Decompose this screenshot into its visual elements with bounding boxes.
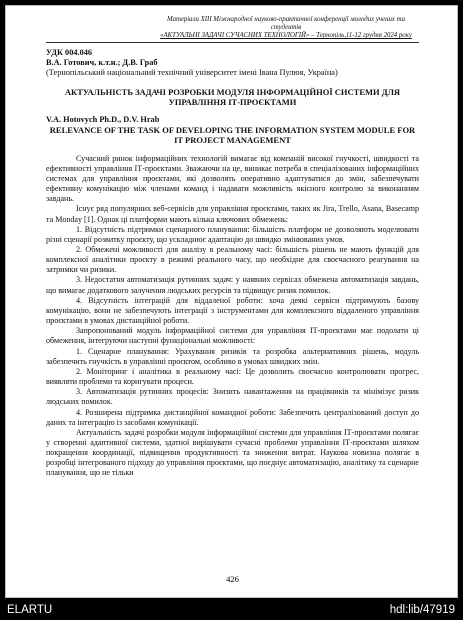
conference-header-line-2: «АКТУАЛЬНІ ЗАДАЧІ СУЧАСНИХ ТЕХНОЛОГІЙ» – Тернопіль,11-12 грудня 2024 року — [160, 32, 412, 40]
article-body — [46, 154, 419, 479]
page-number: 426 — [226, 574, 239, 584]
list-item: 3. Автоматизація рутинних процесів: Знизить навантаження на працівників та мінімізує ризик людських помилок. — [46, 387, 419, 407]
repository-label: ELARTU — [7, 604, 53, 616]
handle-label: hdl:lib/47919 — [389, 604, 455, 616]
header-divider — [46, 42, 419, 43]
list-item: 1. Сценарне планування: Урахування ризиків та розробка альтернативних рішень, модуль забезпечить гнучкість в управлінні проєктом, особливо в умовах швидких змін. — [46, 346, 419, 366]
conference-header — [156, 16, 416, 41]
authors-english: V.A. Hotovych Ph.D., D.V. Hrab — [46, 114, 160, 124]
page-content — [46, 16, 419, 479]
paragraph: Існує ряд популярних веб-сервісів для управління проєктами, таких як Jira, Trello, Asana, Basecamp та Monday [1]. Однак ці платформи мають кілька ключових обмежень: — [46, 204, 419, 224]
list-item: 3. Недостатня автоматизація рутинних задач: у наявних сервісах обмежена автоматизація завдань, що вимагає додаткового залучення людських ресурсів та підвищує ризик помилок. — [46, 275, 419, 295]
title-ukrainian: АКТУАЛЬНІСТЬ ЗАДАЧІ РОЗРОБКИ МОДУЛЯ ІНФОРМАЦІЙНОЇ СИСТЕМИ ДЛЯ УПРАВЛІННЯ ІТ-ПРОЄКТАМИ — [64, 86, 401, 107]
footer-bar — [0, 598, 463, 620]
authors-ukrainian: В.А. Готович, к.т.н.; Д.В. Граб — [46, 57, 158, 67]
paragraph: Запропонований модуль інформаційної системи для управління ІТ-проєктами має подолати ці обмеження, інтегруючи наступні функціональні можливості: — [46, 326, 419, 346]
page-sheet — [5, 5, 458, 598]
list-item: 4. Відсутність інтеграцій для віддаленої роботи: хоча деякі сервіси підтримують базову комунікацію, вони не забезпечують інтеграції з інструментами для комплексного віддаленого управління проєктами в умовах дистанційної роботи. — [46, 295, 419, 326]
conference-header-line-1: Матеріали XIII Міжнародної науково-практичної конференції молодих учених та студентів — [167, 16, 405, 32]
list-item: 4. Розширена підтримка дистанційної командної роботи: Забезпечить централізований доступ до даних та інтеграцію із засобами комунікації. — [46, 407, 419, 427]
affiliation: (Тернопільський національний технічний університет імені Івана Пулюя, Україна) — [46, 67, 338, 77]
udc-code: УДК 004.046 — [46, 47, 93, 57]
list-item: 2. Обмежені можливості для аналізу в реальному часі: більшість рішень не мають функцій для комплексної аналітики проєкту в режимі реального часу, що необхідне для своєчасного реагування на затримки чи ризики. — [46, 245, 419, 275]
list-item: 2. Моніторинг і аналітика в реальному часі: Це дозволить своєчасно контролювати прогрес, виявляти проблеми та коригувати процеси. — [46, 366, 419, 387]
paragraph: Сучасний ринок інформаційних технологій вимагає від компаній високої гнучкості, швидкості та ефективності управління ІТ-проєктами. Зважаючи на це, виникає потреба в спеціалізованих інформаційних системах для управління проєктами, які дозволять оперативно адаптуватися до змін, забезпечувати ефективну комунікацію між членами команд і надавати можливість якісного контролю за виконанням завдань. — [46, 153, 419, 204]
paragraph: Актуальність задачі розробки модуля інформаційної системи для управління ІТ-проєктами полягає у створенні адаптивної системи, здатної вирішувати сучасні проблеми управління ІТ-проєктами шляхом покращення координації, підвищення продуктивності та зниження витрат. Наукова новизна полягає в розробці інтегрованого підходу до управління проєктами, що поєднує автоматизацію, аналітику та сценарне планування, що не тільки — [46, 427, 419, 478]
title-english: RELEVANCE OF THE TASK OF DEVELOPING THE INFORMATION SYSTEM MODULE FOR IT PROJECT MANAGEMENT — [49, 124, 416, 145]
list-item: 1. Відсутність підтримки сценарного планування: більшість платформ не дозволяють моделювати різні сценарії розвитку проєкту, що ускладнює адаптацію до швидко змінюваних умов. — [46, 224, 419, 244]
